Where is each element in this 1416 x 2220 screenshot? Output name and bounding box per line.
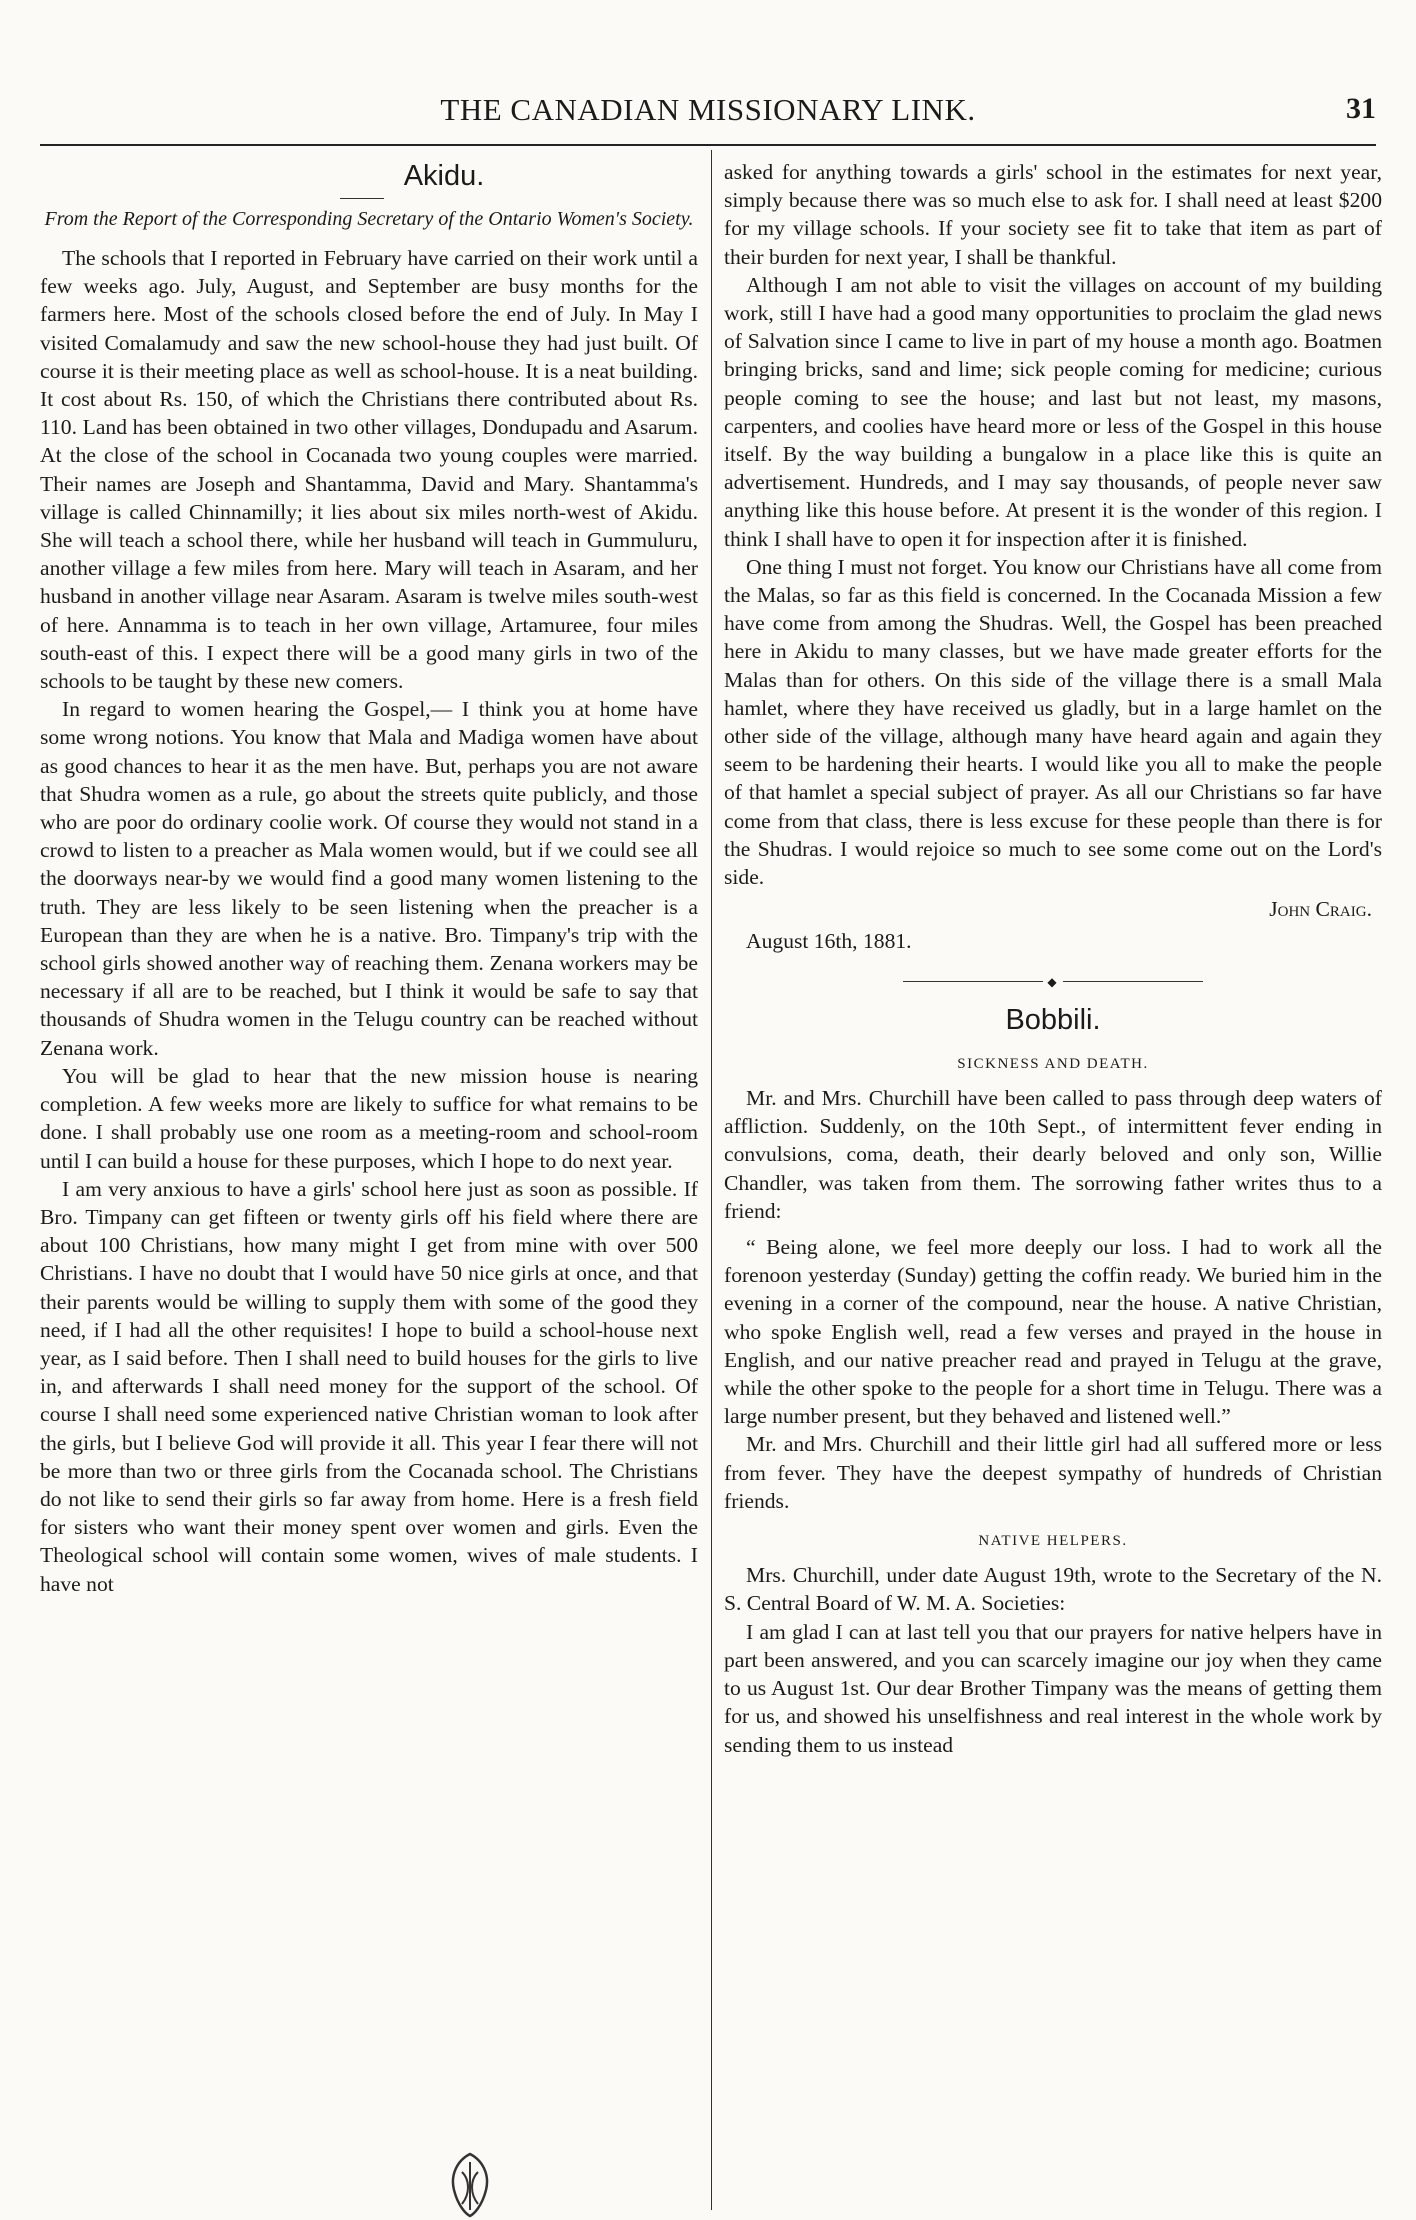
title-rule: [340, 198, 384, 199]
running-head: [40, 92, 1376, 136]
paragraph: Mr. and Mrs. Churchill have been called to pass through deep waters of affliction. Suddenly, on the 10th Sept., of intermittent fever ending in convulsions, coma, death, their dearly beloved and only son, Willie Chandler, was taken from them. The sorrowing father writes thus to a friend:: [724, 1086, 1382, 1223]
section-heading: NATIVE HELPERS.: [978, 1533, 1128, 1550]
journal-title: THE CANADIAN MISSIONARY LINK.: [440, 92, 976, 127]
paragraph: One thing I must not forget. You know our Christians have all come from the Malas, so far as this field is concerned. In the Cocanada Mission a few have come from among the Shudras. Well, the Gospel has been preached here in Akidu to many classes, but we have made greater efforts for the Malas than for others. On this side of the village there is a small Mala hamlet, where they have received us gladly, but in a large hamlet on the other side of the village, although many have heard again and again they seem to be hardening their hearts. I would like you all to make the people of that hamlet a special subject of prayer. As all our Christians so far have come from that class, there is less excuse for these people than there is for the Shudras. I would rejoice so much to see some come out on the Lord's side.: [724, 554, 1382, 890]
page-number: 31: [1346, 92, 1376, 125]
paragraph: In regard to women hearing the Gospel,— I think you at home have some wrong notions. You know that Mala and Madiga women have about as good chances to hear it as the men have. But, perhaps you are not aware that Shudra women as a rule, go about the streets quite publicly, and those who are poor do ordinary coolie work. Of course they would not stand in a crowd to listen to a preacher as Mala women would, but if we could see all the doorways near-by we would find a good many women listening to the truth. They are less likely to be seen listening when the preacher is a European than they are when he is a native. Bro. Timpany's trip with the school girls showed another way of reaching them. Zenana workers may be necessary if all are to be reached, but I think it would be safe to say that thousands of Shudra women in the Telugu country can be reached without Zenana work.: [40, 697, 698, 1060]
right-column: [724, 158, 1382, 1759]
dateline: August 16th, 1881.: [746, 929, 912, 954]
column-divider: [711, 150, 712, 2210]
paragraph: Although I am not able to visit the villages on account of my building work, still I have had a good many opportunities to proclaim the glad news of Salvation since I came to live in part of my house a month ago. Boatmen bringing bricks, sand and lime; sick people coming for medicine; curious people coming to see the house; and last but not least, my masons, carpenters, and coolies have heard more or less of the Gospel in this house itself. By the way building a bungalow in a place like this is quite an advertisement. Hundreds, and I may say thousands, of people never saw anything like this house before. At present it is the wonder of this region. I think I shall have to open it for inspection after it is finished.: [724, 272, 1382, 551]
article-separator: ◆: [724, 966, 1382, 996]
paragraph: I am glad I can at last tell you that our prayers for native helpers have in part been answered, and you can scarcely imagine our joy when they came to us August 1st. Our dear Brother Timpany was the means of getting them for us, and showed his unselfishness and real interest in the whole work by sending them to us instead: [724, 1619, 1382, 1757]
paragraph: Mrs. Churchill, under date August 19th, wrote to the Secretary of the N. S. Central Board of W. M. A. Societies:: [724, 1563, 1382, 1616]
header-rule: [40, 144, 1376, 146]
printer-ornament-icon: [440, 2150, 500, 2220]
section-heading: SICKNESS AND DEATH.: [957, 1055, 1149, 1072]
source-note: From the Report of the Corresponding Secretary of the Ontario Women's Society.: [44, 208, 694, 230]
paragraph: You will be glad to hear that the new mission house is nearing completion. A few weeks more are likely to suffice for what remains to be done. I shall probably use one room as a meeting-room and school-room until I can build a house for these purposes, which I hope to do next year.: [40, 1063, 698, 1173]
quote-paragraph: “ Being alone, we feel more deeply our loss. I had to work all the forenoon yesterday (Sunday) getting the coffin ready. We buried him in the evening in a corner of the compound, near the house. A native Christian, who spoke English well, read a few verses and prayed in the house in English, and our native preacher read and prayed in Telugu at the grave, while the other spoke to the people for a short time in Telugu. There was a large number present, but they behaved and listened well.”: [724, 1235, 1382, 1429]
signature: John Craig.: [1269, 897, 1372, 922]
left-column: [40, 158, 698, 1598]
paragraph: I am very anxious to have a girls' school here just as soon as possible. If Bro. Timpany can get fifteen or twenty girls off his field where there are about 100 Christians, how many might I get from mine with over 500 Christians. I have no doubt that I would have 50 nice girls at once, and that their parents would be willing to supply them with some of the good they need, if I had all the other requisites! I hope to build a school-house next year, as I said before. Then I shall need to build houses for the girls to live in, and afterwards I shall need money for the support of the school. Of course I shall need some experienced native Christian woman to look after the girls, but I believe God will provide it all. This year I fear there will not be more than two or three girls from the Cocanada school. The Christians do not like to send their girls so far away from home. Here is a fresh field for sisters who want their money spent over women and girls. Even the Theological school will contain some women, wives of male students. I have not: [40, 1176, 698, 1596]
paragraph: Mr. and Mrs. Churchill and their little girl had all suffered more or less from fever. They have the deepest sympathy of hundreds of Christian friends.: [724, 1432, 1382, 1513]
article-title-akidu: Akidu.: [403, 160, 485, 192]
article-title-bobbili: Bobbili.: [1005, 1003, 1101, 1036]
paragraph: The schools that I reported in February have carried on their work until a few weeks ago. July, August, and September are busy months for the farmers here. Most of the schools closed before the end of July. In May I visited Comalamudy and saw the new school-house they had just built. Of course it is their meeting place as well as school-house. It is a neat building. It cost about Rs. 150, of which the Christians there contributed about Rs. 110. Land has been obtained in two other villages, Dondupadu and Asarum. At the close of the school in Cocanada two young couples were married. Their names are Joseph and Shantamma, David and Mary. Shantamma's village is called Chinnamilly; it lies about six miles north-west of Akidu. She will teach a school there, while her husband will teach in Gummuluru, another village a few miles from here. Mary will teach in Asaram, and her husband in another village near Asaram. Asaram is twelve miles south-west of here. Annamma is to teach in her own village, Artamuree, four miles south-east of this. I expect there will be a good many girls in two of the schools to be taught by these new comers.: [40, 246, 698, 694]
paragraph: asked for anything towards a girls' school in the estimates for next year, simply because there was so much else to ask for. I shall need at least $200 for my village schools. If your society see fit to take that item as part of their burden for next year, I shall be thankful.: [724, 160, 1382, 269]
